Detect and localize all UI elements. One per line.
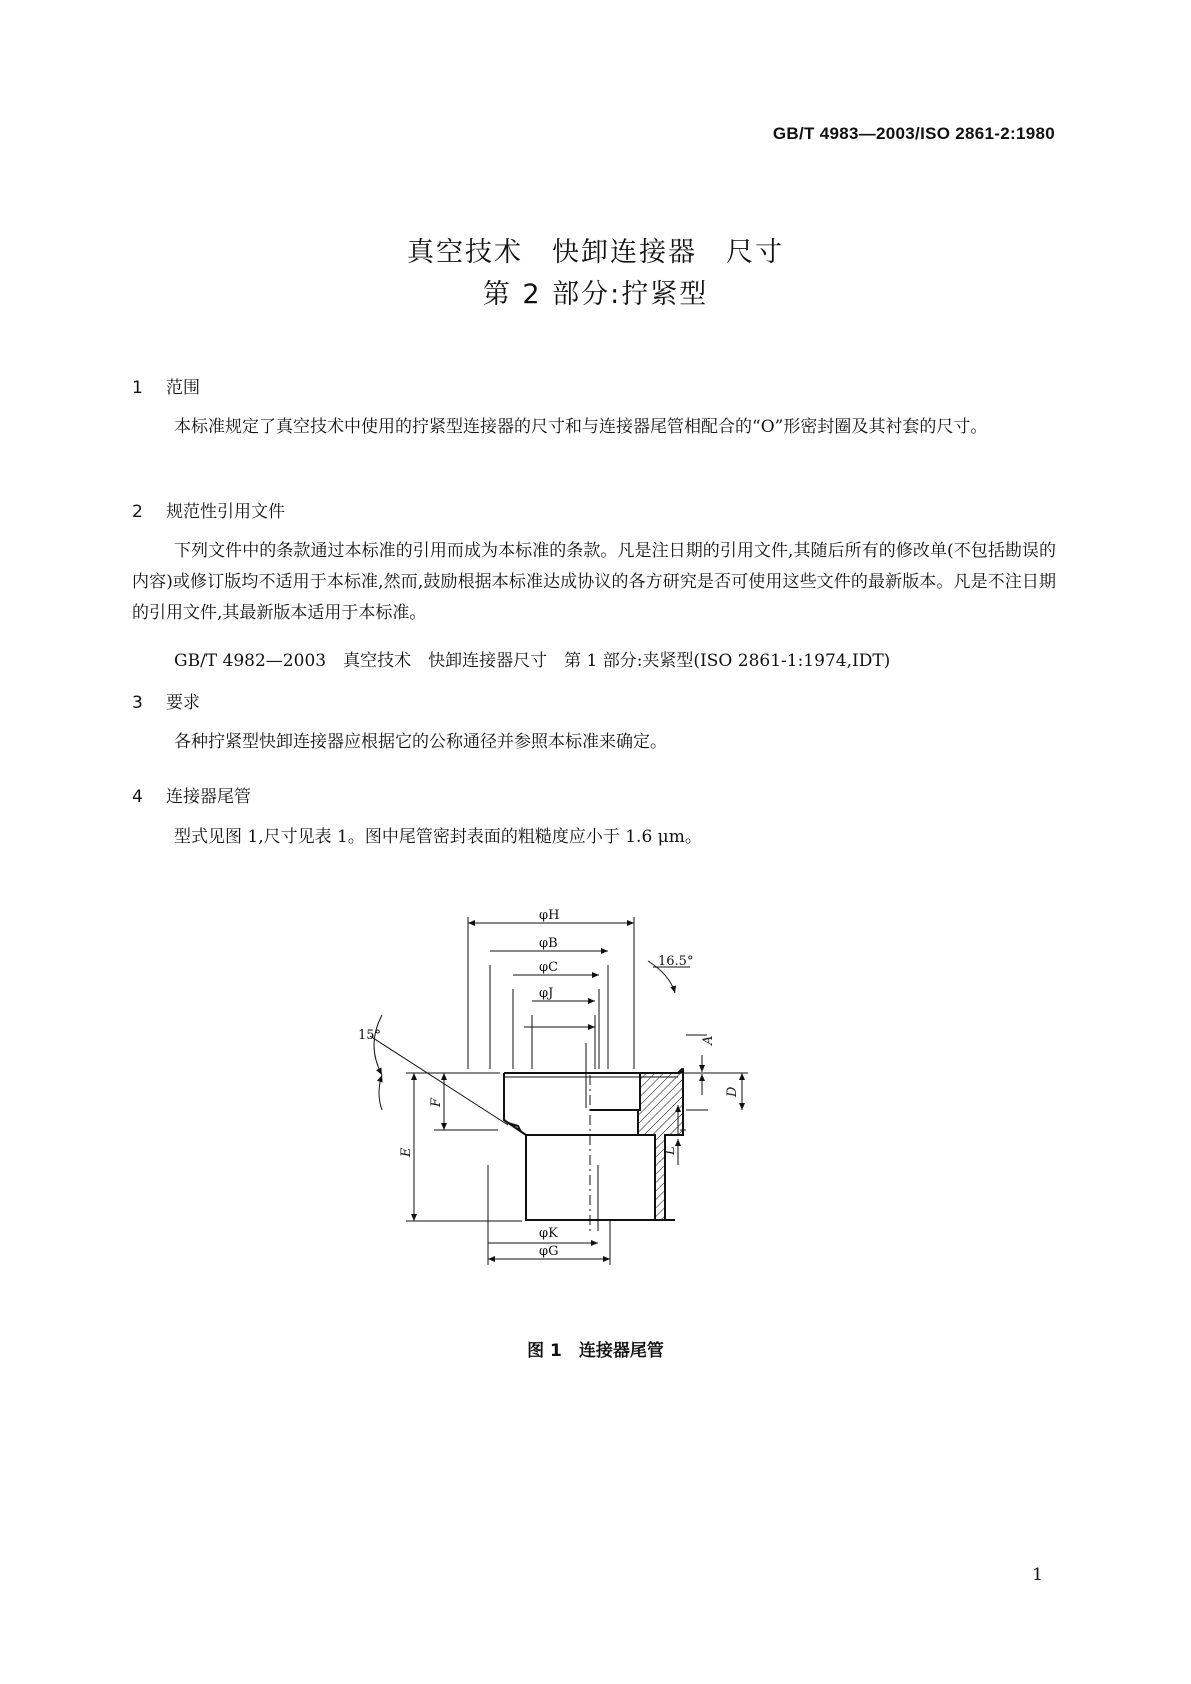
section-number: 1 — [132, 378, 143, 398]
document-title: 真空技术 快卸连接器 尺寸 — [407, 237, 784, 268]
section-2-text: 下列文件中的条款通过本标准的引用而成为本标准的条款。凡是注日期的引用文件,其随后所有的修改单(不包括勘误的内容)或修订版均不适用于本标准,然而,鼓励根据本标准达成协议的各方研究是否可使用这些文件的最新版本。凡是不注日期的引用文件,其最新版本适用于本标准。 — [132, 541, 1056, 623]
section-title: 范围 — [166, 378, 200, 398]
label-C: φC — [539, 960, 559, 975]
section-3-heading — [132, 688, 200, 713]
label-K: φK — [539, 1226, 558, 1241]
standard-code: GB/T 4983—2003/ISO 2861-2:1980 — [772, 124, 1055, 143]
wall-section-hatch — [638, 1070, 683, 1220]
section-number: 2 — [132, 502, 143, 522]
section-title: 规范性引用文件 — [166, 502, 285, 522]
label-J: φJ — [539, 986, 554, 1001]
label-H: φH — [539, 908, 560, 923]
figure-caption: 图 1 连接器尾管 — [527, 1341, 664, 1361]
document-subtitle: 第 2 部分:拧紧型 — [482, 279, 709, 310]
section-4-heading — [132, 782, 251, 807]
label-B: φB — [539, 936, 558, 951]
figure-connector-tail-pipe — [358, 908, 830, 1269]
section-4-text: 型式见图 1,尺寸见表 1。图中尾管密封表面的粗糙度应小于 1.6 μm。 — [174, 827, 702, 847]
technical-drawing — [358, 908, 830, 1265]
page-number: 1 — [1032, 1565, 1043, 1585]
section-1-heading — [132, 373, 200, 398]
section-number: 3 — [132, 693, 143, 713]
label-D: D — [725, 1086, 740, 1097]
label-L: L — [663, 1146, 678, 1155]
label-E: E — [399, 1147, 414, 1157]
label-A: A — [701, 1035, 716, 1045]
label-angle-top: 16.5° — [658, 954, 694, 969]
section-3-text: 各种拧紧型快卸连接器应根据它的公称通径并参照本标准来确定。 — [174, 732, 667, 752]
extension-lines — [406, 917, 748, 1265]
section-title: 连接器尾管 — [166, 787, 251, 807]
normative-reference: GB/T 4982—2003 真空技术 快卸连接器尺寸 第 1 部分:夹紧型(ISO 2861-1:1974,IDT) — [174, 651, 891, 671]
label-G: φG — [539, 1244, 559, 1259]
section-1-text: 本标准规定了真空技术中使用的拧紧型连接器的尺寸和与连接器尾管相配合的“O”形密封圈及其衬套的尺寸。 — [174, 417, 988, 437]
label-angle-left: 15° — [358, 1028, 382, 1043]
section-title: 要求 — [166, 693, 200, 713]
section-2-heading — [132, 497, 285, 522]
section-number: 4 — [132, 787, 143, 807]
label-F: F — [429, 1097, 444, 1107]
